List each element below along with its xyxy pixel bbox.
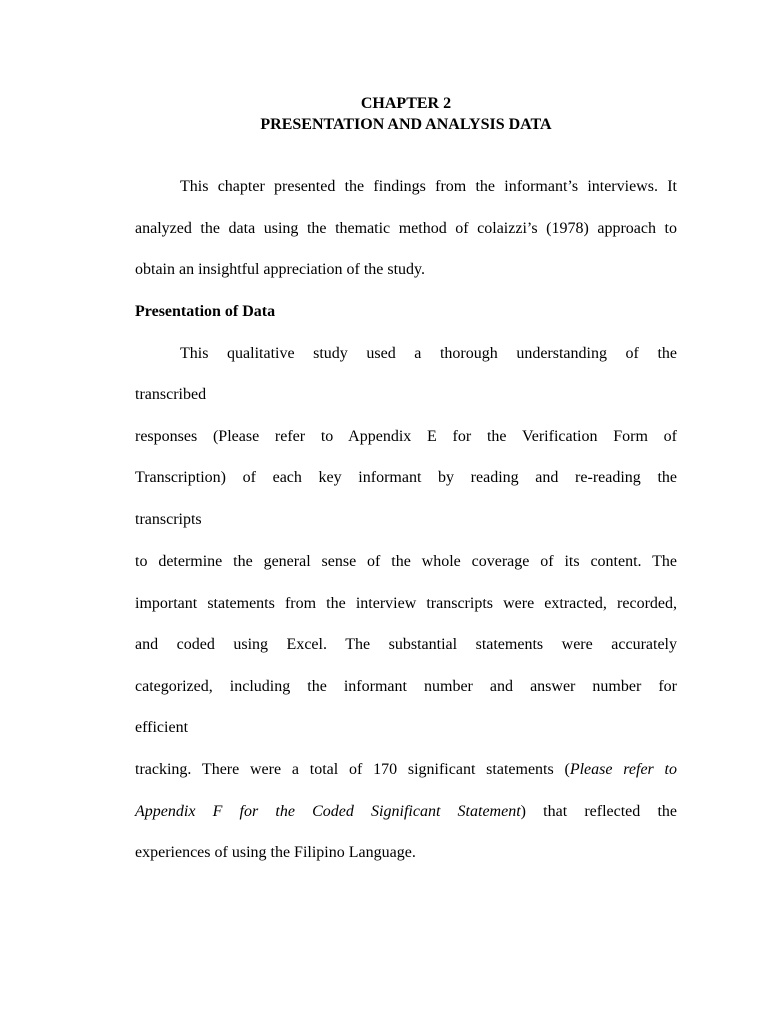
- appendix-reference-italic: Please refer to: [569, 761, 677, 778]
- body-paragraph-line: categorized, including the informant number and answer number for: [135, 678, 677, 695]
- body-paragraph-line: and coded using Excel. The substantial statements were accurately: [135, 636, 677, 653]
- body-text-run: tracking. There were a total of 170 significant statements (: [135, 761, 570, 778]
- body-paragraph-line: This qualitative study used a thorough understanding of the: [180, 345, 677, 362]
- body-paragraph-line: responses (Please refer to Appendix E for the Verification Form of: [135, 428, 677, 445]
- body-paragraph-line: to determine the general sense of the whole coverage of its content. The: [135, 553, 677, 570]
- body-paragraph-line: important statements from the interview transcripts were extracted, recorded,: [135, 595, 677, 612]
- body-text-run: ) that reflected the: [520, 803, 677, 820]
- body-paragraph-line: [135, 759, 677, 781]
- body-paragraph-line: transcripts: [135, 511, 202, 528]
- chapter-number: CHAPTER 2: [360, 95, 452, 112]
- chapter-title: PRESENTATION AND ANALYSIS DATA: [260, 116, 552, 133]
- body-paragraph-line: [135, 801, 677, 823]
- body-paragraph-line: efficient: [135, 719, 189, 736]
- section-heading: Presentation of Data: [135, 303, 276, 320]
- appendix-reference-italic: Appendix F for the Coded Significant Statement: [135, 803, 521, 820]
- body-paragraph-line: Transcription) of each key informant by reading and re-reading the: [135, 469, 677, 486]
- intro-paragraph-line: This chapter presented the findings from the informant’s interviews. It: [180, 178, 677, 195]
- intro-paragraph-line: analyzed the data using the thematic method of colaizzi’s (1978) approach to: [135, 220, 677, 237]
- intro-paragraph-line: obtain an insightful appreciation of the study.: [135, 261, 426, 278]
- body-paragraph-line: experiences of using the Filipino Language.: [135, 844, 416, 861]
- body-paragraph-line: transcribed: [135, 386, 207, 403]
